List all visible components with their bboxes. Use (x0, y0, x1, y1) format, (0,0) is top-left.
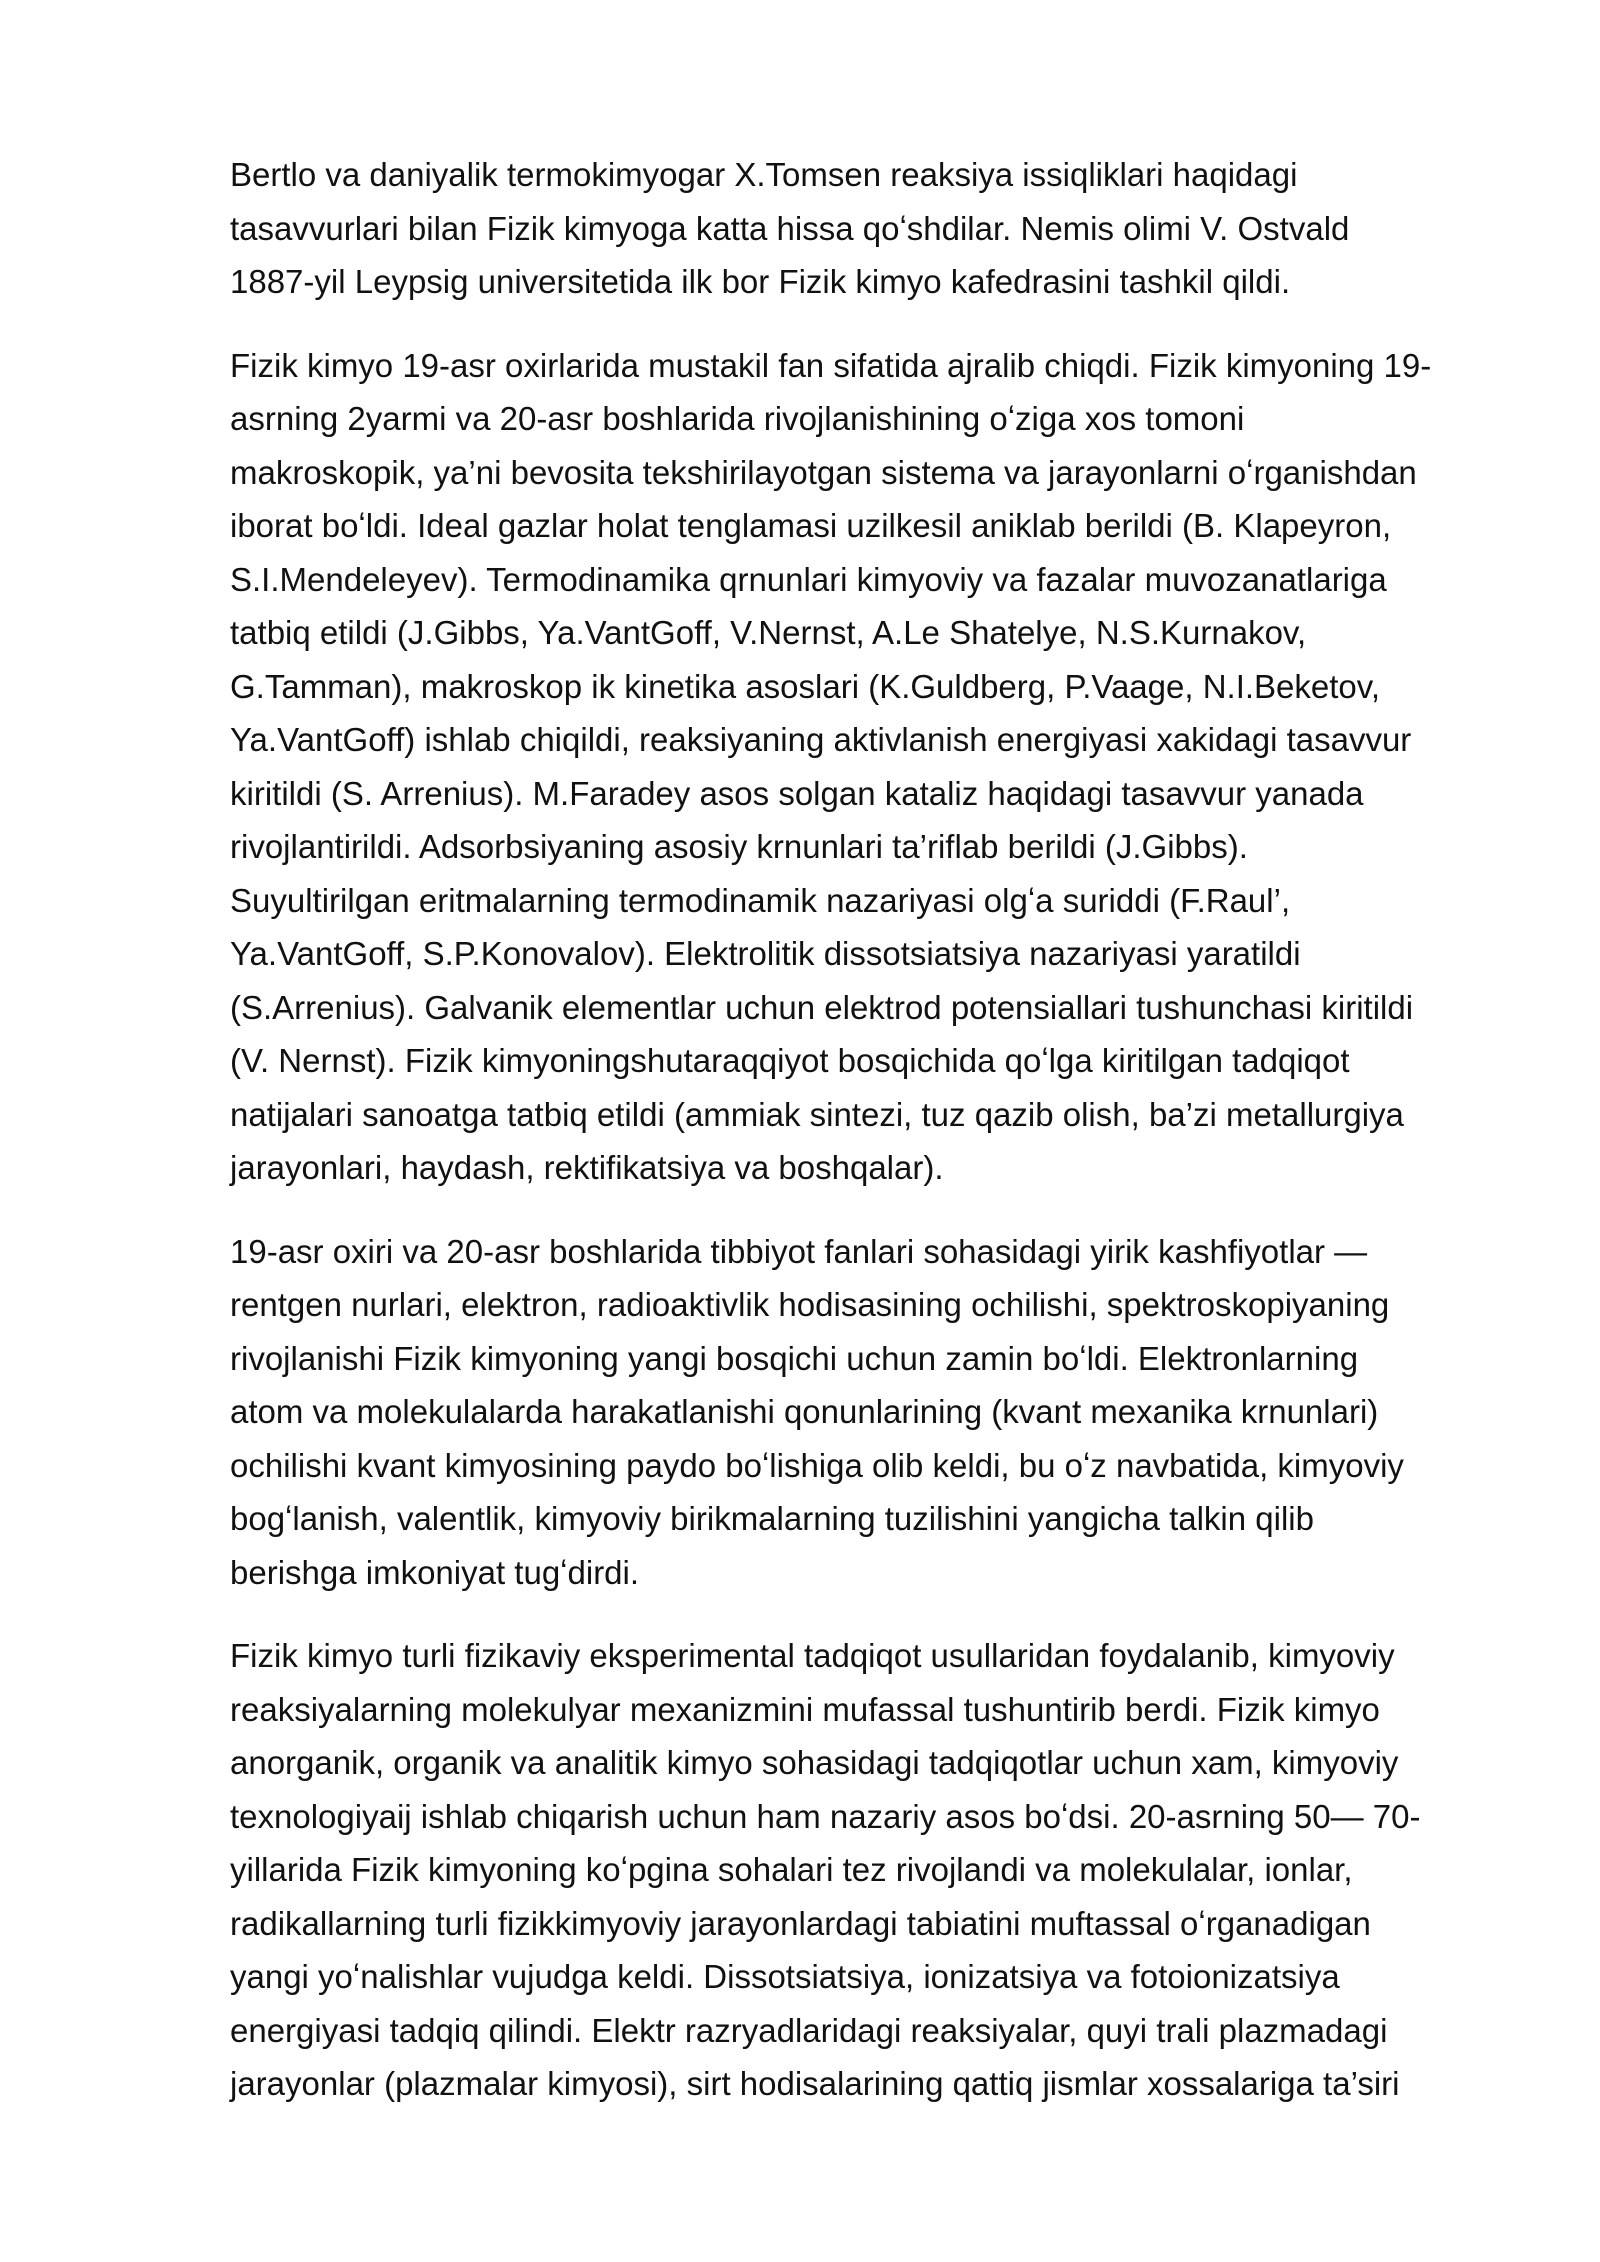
text-line: rentgen nurlari, elektron, radioaktivlik hodisasining ochilishi, spektroskopiyaning (230, 1286, 1390, 1323)
text-line: Ya.VantGoff, S.P.Konovalov). Elektrolitik dissotsiatsiya nazariyasi yaratildi (230, 935, 1301, 972)
text-line: rivojlanishi Fizik kimyoning yangi bosqichi uchun zamin boʻldi. Elektronlarning (230, 1339, 1359, 1377)
text-line: atom va molekulalarda harakatlanishi qonunlarining (kvant mexanika krnunlari) (230, 1393, 1379, 1430)
paragraph-1 (230, 148, 1500, 309)
text-line: energiyasi tadqiq qilindi. Elektr razryadlaridagi reaksiyalar, quyi trali plazmadagi (230, 2011, 1388, 2049)
text-line: tatbiq etildi (J.Gibbs, Ya.VantGoff, V.Nernst, A.Le Shatelye, N.S.Kurnakov, (230, 614, 1307, 651)
text-line: makroskopik, ya’ni bevosita tekshirilayotgan sistema va jarayonlarni oʻrganishdan (230, 453, 1417, 491)
document-body (230, 148, 1500, 2141)
text-line: (S.Arrenius). Galvanik elementlar uchun elektrod potensiallari tushunchasi kiritildi (230, 988, 1414, 1026)
text-line: natijalari sanoatga tatbiq etildi (ammiak sintezi, tuz qazib olish, ba’zi metallurgiya (230, 1095, 1404, 1133)
text-line: jarayonlari, haydash, rektifikatsiya va boshqalar). (230, 1149, 944, 1186)
text-line: Suyultirilgan eritmalarning termodinamik nazariyasi olgʻa suriddi (F.Raul’, (230, 881, 1291, 919)
text-line: jarayonlar (plazmalar kimyosi), sirt hodisalarining qattiq jismlar xossalariga ta’siri (230, 2065, 1400, 2102)
text-line: anorganik, organik va analitik kimyo sohasidagi tadqiqotlar uchun xam, kimyoviy (230, 1744, 1399, 1781)
text-line: G.Tamman), makroskop ik kinetika asoslari (K.Guldberg, P.Vaage, N.I.Beketov, (230, 667, 1380, 705)
text-line: (V. Nernst). Fizik kimyoningshutaraqqiyot bosqichida qoʻlga kiritilgan tadqiqot (230, 1042, 1350, 1079)
text-line: reaksiyalarning molekulyar mexanizmini mufassal tushuntirib berdi. Fizik kimyo (230, 1690, 1380, 1728)
text-line: Fizik kimyo 19-asr oxirlarida mustakil fan sifatida ajralib chiqdi. Fizik kimyoning 19- (230, 346, 1432, 384)
text-line: radikallarning turli fizikkimyoviy jarayonlardagi tabiatini muftassal oʻrganadigan (230, 1904, 1371, 1942)
text-line: rivojlantirildi. Adsorbsiyaning asosiy krnunlari ta’riflab berildi (J.Gibbs). (230, 828, 1248, 865)
paragraph-3 (230, 1225, 1500, 1600)
text-line: ochilishi kvant kimyosining paydo boʻlishiga olib keldi, bu oʻz navbatida, kimyoviy (230, 1446, 1404, 1484)
text-line: berishga imkoniyat tugʻdirdi. (230, 1553, 640, 1591)
text-line: kiritildi (S. Arrenius). M.Faradey asos solgan kataliz haqidagi tasavvur yanada (230, 774, 1364, 812)
text-line: Ya.VantGoff) ishlab chiqildi, reaksiyaning aktivlanish energiyasi xakidagi tasavvur (230, 721, 1412, 758)
text-line: Fizik kimyo turli fizikaviy eksperimental tadqiqot usullaridan foydalanib, kimyoviy (230, 1637, 1395, 1674)
text-line: 1887-yil Leypsig universitetida ilk bor Fizik kimyo kafedrasini tashkil qildi. (230, 263, 1291, 300)
text-line: Bertlo va daniyalik termokimyogar X.Tomsen reaksiya issiqliklari haqidagi (230, 156, 1298, 193)
text-line: tasavvurlari bilan Fizik kimyoga katta hissa qoʻshdilar. Nemis olimi V. Ostvald (230, 209, 1350, 247)
text-line: yangi yoʻnalishlar vujudga keldi. Dissotsiatsiya, ionizatsiya va fotoionizatsiya (230, 1958, 1340, 1995)
text-line: yillarida Fizik kimyoning koʻpgina sohalari tez rivojlandi va molekulalar, ionlar, (230, 1851, 1353, 1888)
text-line: asrning 2yarmi va 20-asr boshlarida rivojlanishining oʻziga xos tomoni (230, 400, 1245, 437)
paragraph-4 (230, 1629, 1500, 2111)
text-line: bogʻlanish, valentlik, kimyoviy birikmalarning tuzilishini yangicha talkin qilib (230, 1500, 1314, 1537)
text-line: S.I.Mendeleyev). Termodinamika qrnunlari kimyoviy va fazalar muvozanatlariga (230, 560, 1387, 598)
paragraph-2 (230, 339, 1500, 1195)
text-line: texnologiyaij ishlab chiqarish uchun ham nazariy asos boʻdsi. 20-asrning 50— 70- (230, 1797, 1421, 1835)
text-line: iborat boʻldi. Ideal gazlar holat tenglamasi uzilkesil aniklab berildi (B. Klapeyron, (230, 507, 1392, 544)
text-line: 19-asr oxiri va 20-asr boshlarida tibbiyot fanlari sohasidagi yirik kashfiyotlar — (230, 1232, 1368, 1270)
